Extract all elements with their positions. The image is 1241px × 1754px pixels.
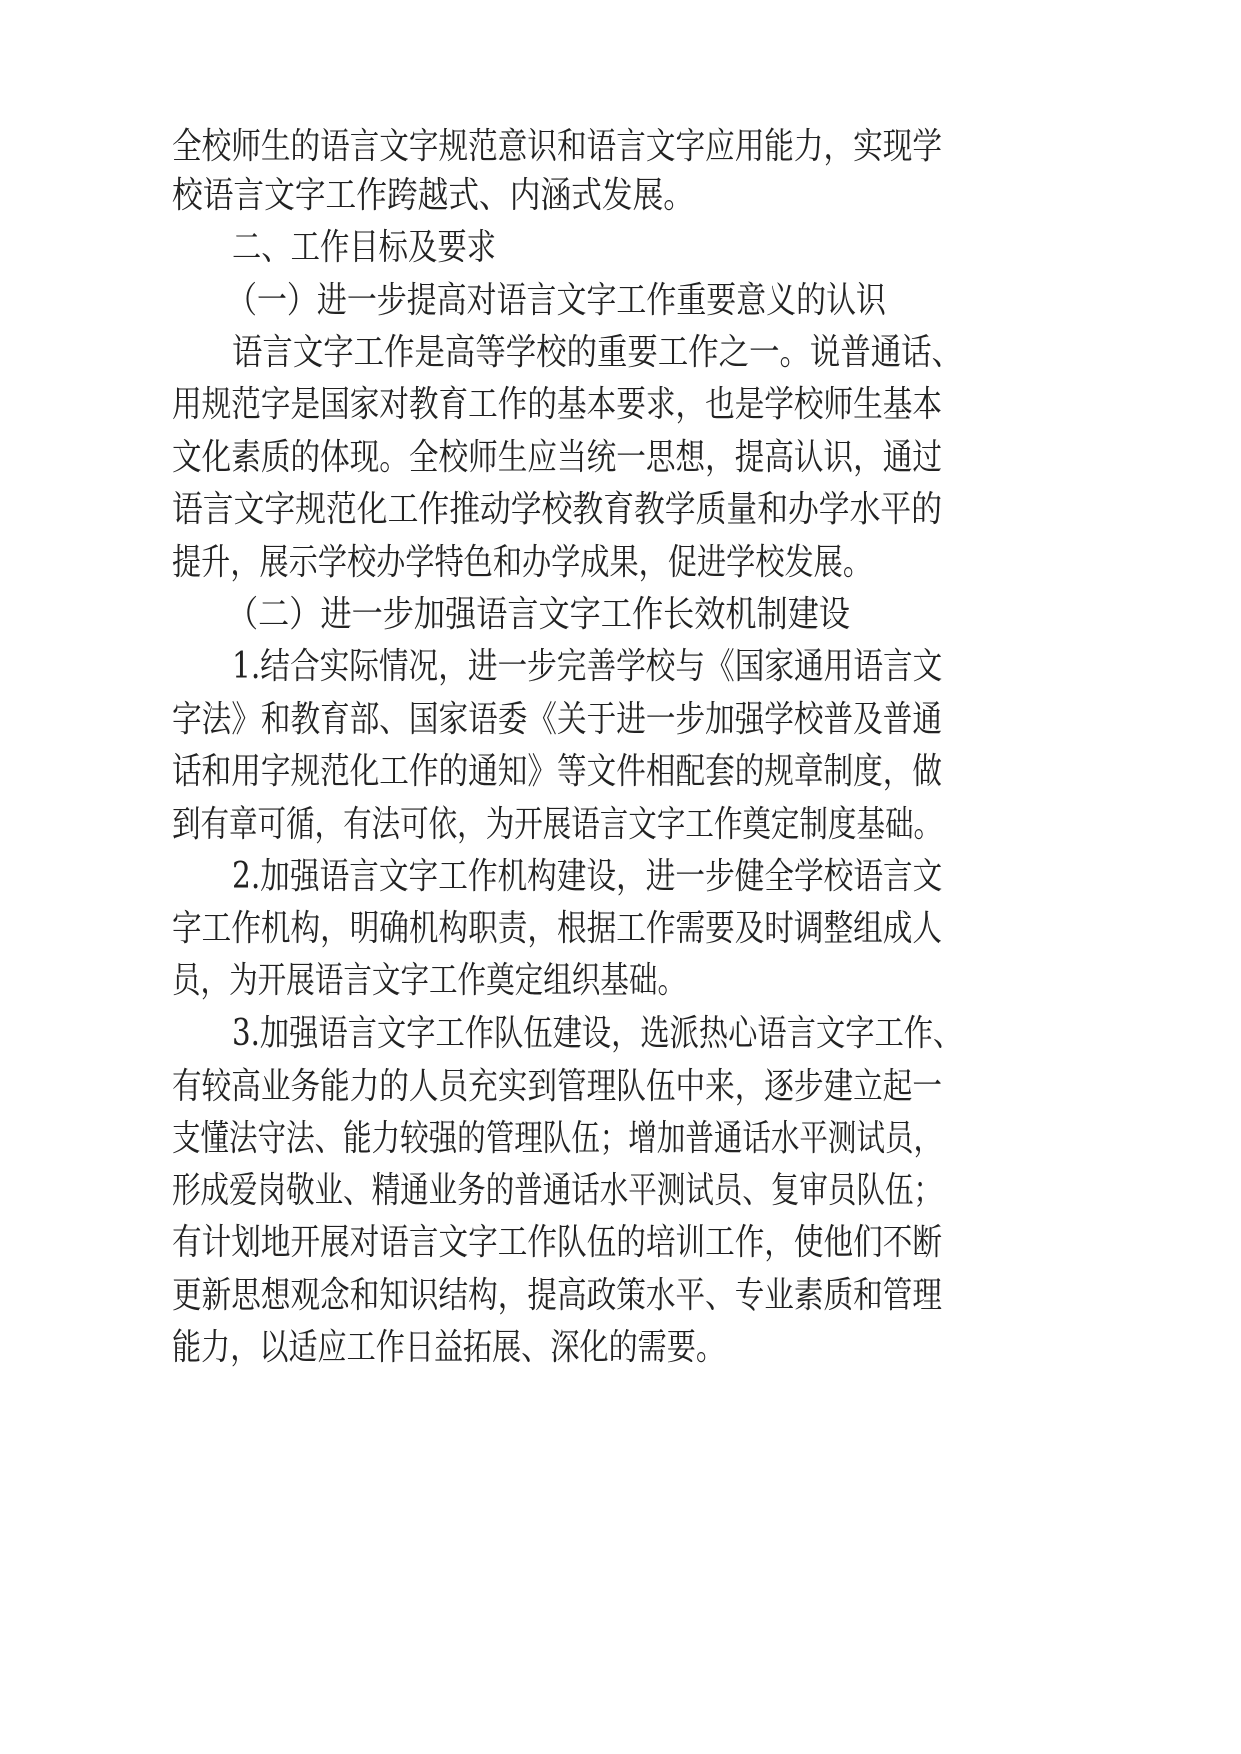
- text-line: 全校师生的语言文字规范意识和语言文字应用能力，实现学: [172, 126, 943, 167]
- text-line: 形成爱岗敬业、精通业务的普通话水平测试员、复审员队伍；: [172, 1170, 943, 1211]
- subsection-heading: （一）进一步提高对语言文字工作重要意义的认识: [227, 280, 887, 321]
- text-line: 能力，以适应工作日益拓展、深化的需要。: [172, 1327, 726, 1368]
- text-line: 支懂法守法、能力较强的管理队伍；增加普通话水平测试员，: [172, 1118, 943, 1159]
- text-line: 文化素质的体现。全校师生应当统一思想，提高认识，通过: [172, 437, 943, 478]
- text-line: 有较高业务能力的人员充实到管理队伍中来，逐步建立起一: [172, 1066, 943, 1107]
- text-line: 语言文字规范化工作推动学校教育教学质量和办学水平的: [172, 489, 943, 530]
- text-line: 用规范字是国家对教育工作的基本要求，也是学校师生基本: [172, 384, 943, 425]
- subsection-heading: （二）进一步加强语言文字工作长效机制建设: [227, 594, 851, 635]
- text-line: 1.结合实际情况，进一步完善学校与《国家通用语言文: [232, 646, 943, 687]
- text-line: 有计划地开展对语言文字工作队伍的培训工作，使他们不断: [172, 1222, 943, 1263]
- text-line: 校语言文字工作跨越式、内涵式发展。: [172, 175, 695, 216]
- text-line: 字工作机构，明确机构职责，根据工作需要及时调整组成人: [172, 908, 943, 949]
- text-line: 话和用字规范化工作的通知》等文件相配套的规章制度，做: [172, 751, 943, 792]
- text-line: 员，为开展语言文字工作奠定组织基础。: [172, 960, 687, 1001]
- text-line: 语言文字工作是高等学校的重要工作之一。说普通话、: [232, 332, 963, 373]
- section-heading: 二、工作目标及要求: [232, 227, 497, 268]
- text-line: 更新思想观念和知识结构，提高政策水平、专业素质和管理: [172, 1275, 943, 1316]
- text-line: 3.加强语言文字工作队伍建设，选派热心语言文字工作、: [232, 1013, 963, 1054]
- text-line: 到有章可循，有法可依，为开展语言文字工作奠定制度基础。: [172, 804, 943, 845]
- text-line: 2.加强语言文字工作机构建设，进一步健全学校语言文: [232, 856, 943, 897]
- text-line: 提升，展示学校办学特色和办学成果，促进学校发展。: [172, 542, 873, 583]
- text-line: 字法》和教育部、国家语委《关于进一步加强学校普及普通: [172, 699, 943, 740]
